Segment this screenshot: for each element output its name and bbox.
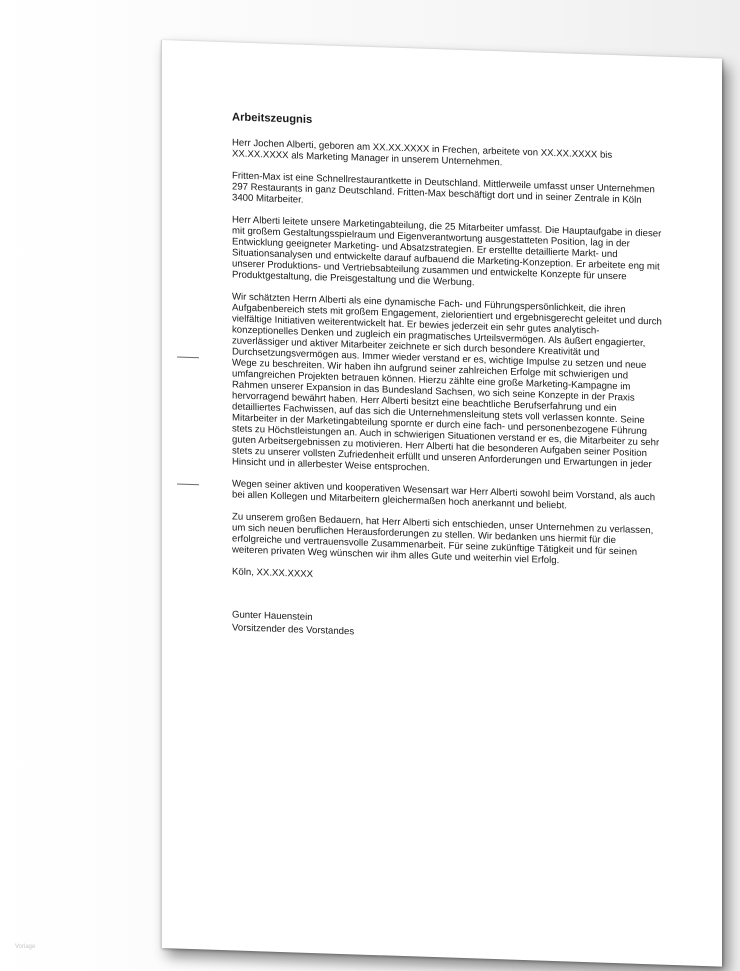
signature-block (232, 608, 664, 648)
paragraph-company-description: Fritten-Max ist eine Schnellrestaurantkette in Deutschland. Mittlerweile umfasst unser Unternehmen 297 Restaurants in ganz Deutschland. Fritten-Max beschäftigt dort und in seiner Zentrale in Köln 3400 Mitarbeiter. (232, 170, 655, 206)
document-page (161, 40, 722, 967)
place-and-date: Köln, XX.XX.XXXX (232, 566, 314, 581)
paragraph-closing-wishes: Zu unserem großen Bedauern, hat Herr Alberti sich entschieden, unser Unternehmen zu verlassen, um sich neuen beruflichen Herausforderungen zu stellen. Wir bedanken uns hiermit für die erfolgreiche und vertrauensvolle Zusammenarbeit. Für seine zukünftige Tätigkeit und für seinen weiteren privaten Weg wünschen wir ihm alles Gute und weiterhin viel Erfolg. (232, 511, 654, 567)
document-title: Arbeitszeugnis (232, 111, 313, 127)
document-body (232, 111, 664, 648)
paragraph-social-behavior: Wegen seiner aktiven und kooperativen Wesensart war Herr Alberti sowohl beim Vorstand, als auch bei allen Kollegen und Mitarbeitern gleichermaßen hoch anerkannt und beliebt. (232, 478, 656, 512)
signatory-name: Gunter Hauenstein (232, 609, 313, 624)
watermark-text: Vorlage (15, 944, 36, 950)
paragraph-responsibilities: Herr Alberti leitete unsere Marketingabteilung, die 25 Mitarbeiter umfasst. Die Hauptaufgabe in dieser mit großem Gestaltungsspielraum und Eigenverantwortung ausgestatteten Position, lag in der Entwicklung geeigneter Marketing- und Absatzstrategien. Er erstellte detaillierte Markt- und Situationsanalysen und entwickelte darauf aufbauend die Marketing-Konzeption. Er arbeitete eng mit unserer Produktions- und Vertriebsabteilung zusammen und entwickelte Konzepte für unsere Produktgestaltung, die Preisgestaltung und die Werbung. (232, 214, 662, 289)
paragraph-performance-evaluation: Wir schätzten Herrn Alberti als eine dynamische Fach- und Führungspersönlichkeit, die ihren Aufgabenbereich stets mit großem Engagement, zielorientiert und ergebnisgerecht geleitet und durch vielfältige Initiativen weiterentwickelt hat. Er bewies jederzeit ein sehr gutes analytisch-konzeptionelles Denken und zugleich ein pragmatisches Urteilsvermögen. Als äußert engagierter, zuverlässiger und aktiver Mitarbeiter zeichnete er sich durch besondere Kreativität und Durchsetzungsvermögen aus. Immer wieder verstand er es, wichtige Impulse zu setzen und neue Wege zu beschreiten. Wir haben ihn aufgrund seiner zahlreichen Erfolge mit schwierigen und umfangreichen Projekten betrauen können. Hierzu zählte eine große Marketing-Kampagne im Rahmen unserer Expansion in das Bundesland Sachsen, wo sich seine Konzepte in der Praxis hervorragend bewährt haben. Herr Alberti besitzt eine beachtliche Berufserfahrung und ein detailliertes Fachwissen, auf das sich die Unternehmensleitung stets voll verlassen konnte. Seine Mitarbeiter in der Marketingabteilung spornte er durch eine fach- und personenbezogene Führung stets zu Höchstleistungen an. Auch in schwierigen Situationen verstand er es, die Mitarbeiter zu sehr guten Arbeitsergebnissen zu motivieren. Herr Alberti hat die besonderen Aufgaben seiner Position stets zu unserer vollsten Zufriedenheit erfüllt und unseren Anforderungen und Erwartungen in jeder Hinsicht und in allerbester Weise entsprochen. (232, 291, 662, 474)
signatory-role: Vorsitzender des Vorstandes (232, 622, 355, 638)
paragraph-employment-period: Herr Jochen Alberti, geboren am XX.XX.XXXX in Frechen, arbeitete von XX.XX.XXXX bis XX.XX.XXXX als Marketing Manager in unserem Unternehmen. (232, 137, 613, 169)
fold-mark-lower (177, 484, 199, 486)
fold-mark-upper (177, 357, 199, 359)
